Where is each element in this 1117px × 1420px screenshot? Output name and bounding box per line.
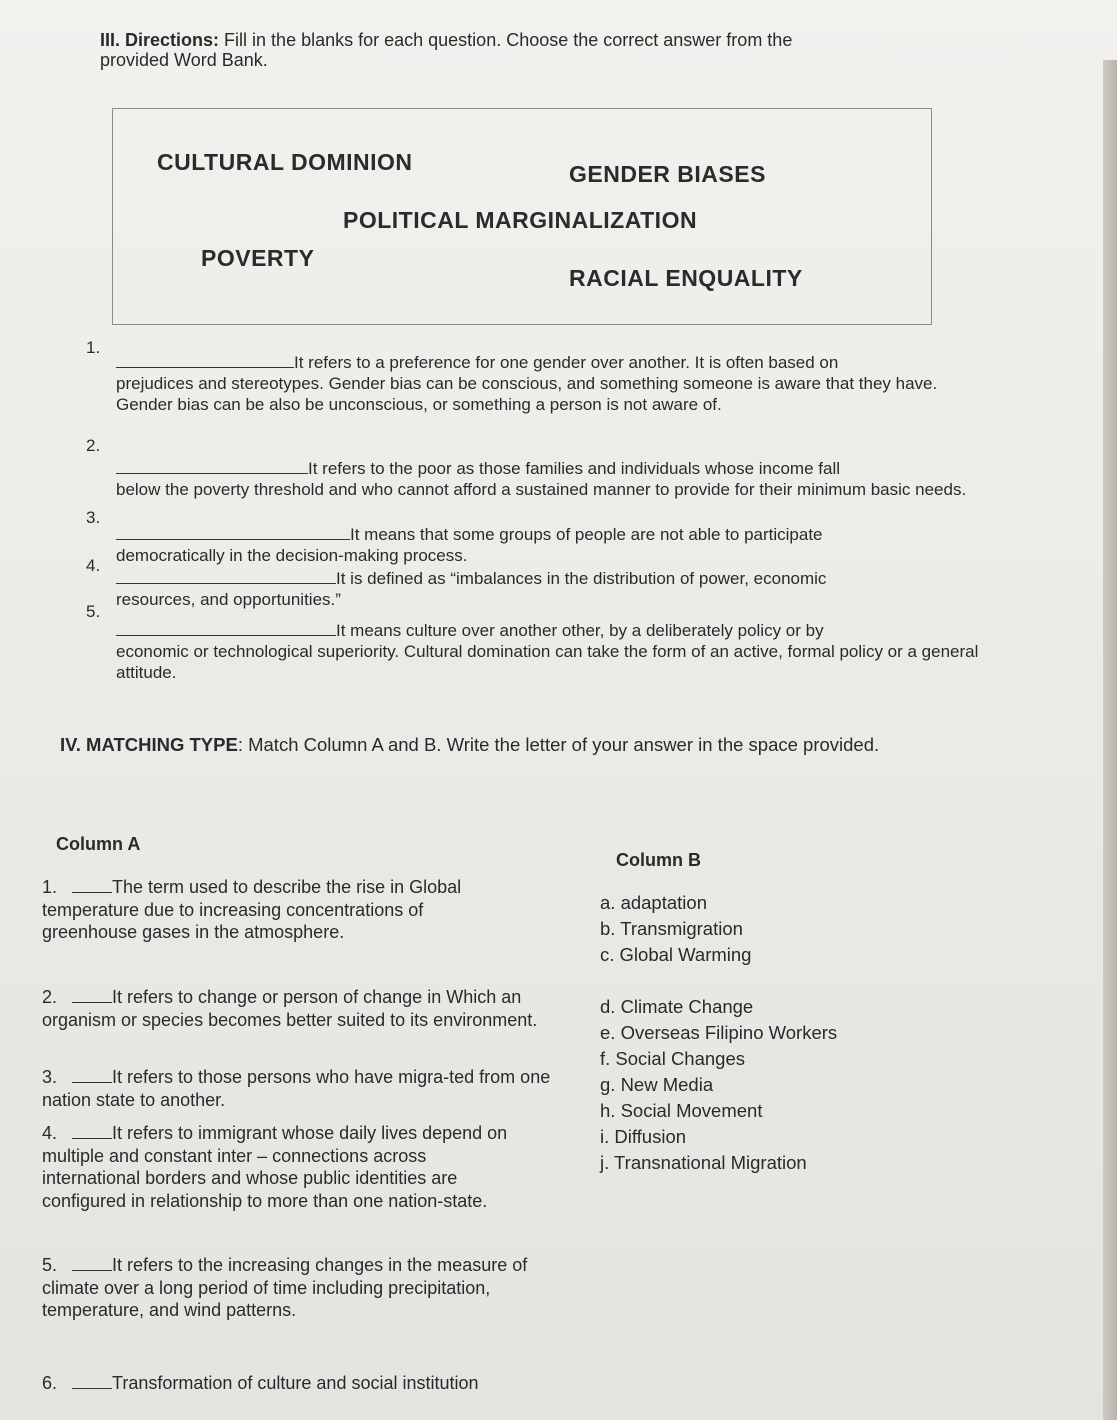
column-a-title: Column A bbox=[56, 834, 141, 854]
section4-instructions: : Match Column A and B. Write the letter of your answer in the space provided. bbox=[237, 734, 880, 755]
fill-item-number: 5. bbox=[86, 602, 101, 621]
column-a-item bbox=[42, 1122, 527, 1212]
column-a-item-number: 3. bbox=[42, 1067, 58, 1087]
column-a-item bbox=[42, 986, 552, 1031]
column-a-item-text: It refers to those persons who have migra-ted from one nation state to another. bbox=[42, 1067, 551, 1110]
column-b-item: d. Climate Change bbox=[600, 996, 754, 1017]
word-gender-biases: GENDER BIASES bbox=[569, 161, 766, 187]
word-political-marginalization: POLITICAL MARGINALIZATION bbox=[343, 207, 698, 233]
column-b-item: h. Social Movement bbox=[600, 1100, 763, 1121]
fill-item-text-continued: prejudices and stereotypes. Gender bias can be conscious, and something someone is aware that they have. Gender bias can be also be unconscious, or something a person is not aware of. bbox=[116, 374, 938, 414]
column-b-item: c. Global Warming bbox=[600, 944, 752, 965]
column-a-item-text: Transformation of culture and social institution bbox=[112, 1373, 479, 1393]
column-a-item-number: 2. bbox=[42, 987, 58, 1007]
fill-item-number: 3. bbox=[86, 508, 101, 527]
column-a-item bbox=[42, 1254, 532, 1322]
fill-item-text: It refers to a preference for one gender over another. It is often based on bbox=[294, 353, 839, 372]
column-b-title: Column B bbox=[616, 850, 701, 870]
column-a-item-number: 6. bbox=[42, 1373, 58, 1393]
fill-item-number: 4. bbox=[86, 556, 101, 575]
word-racial-enquality: RACIAL ENQUALITY bbox=[569, 265, 803, 291]
column-a-item-text: It refers to immigrant whose daily lives depend on multiple and constant inter – connections across international borders and whose public identities are configured in relationship to more than one nation-state. bbox=[42, 1123, 508, 1211]
column-b-item: e. Overseas Filipino Workers bbox=[600, 1022, 838, 1043]
column-a-item-text: It refers to the increasing changes in the measure of climate over a long period of time including precipitation, temperature, and wind patterns. bbox=[42, 1255, 528, 1320]
column-b-item: i. Diffusion bbox=[600, 1126, 687, 1147]
column-a-item bbox=[42, 1066, 552, 1111]
column-a-item-text: The term used to describe the rise in Global temperature due to increasing concentrations of greenhouse gases in the atmosphere. bbox=[42, 877, 462, 942]
fill-item-text: It means that some groups of people are not able to participate bbox=[350, 525, 823, 544]
column-b-list bbox=[600, 890, 837, 1176]
fill-item-text: It refers to the poor as those families and individuals whose income fall bbox=[308, 459, 840, 478]
answer-blank[interactable] bbox=[72, 1082, 112, 1083]
column-a-item-number: 5. bbox=[42, 1255, 58, 1275]
fill-item-text: It means culture over another other, by a deliberately policy or by bbox=[336, 621, 824, 640]
column-a-item-number: 4. bbox=[42, 1123, 58, 1143]
column-a-item-text: It refers to change or person of change in Which an organism or species becomes better suited to its environment. bbox=[42, 987, 538, 1030]
section3-text-line1: Fill in the blanks for each question. Choose the correct answer from the bbox=[224, 30, 793, 50]
answer-blank[interactable] bbox=[116, 473, 308, 474]
answer-blank[interactable] bbox=[72, 1002, 112, 1003]
answer-blank[interactable] bbox=[116, 367, 294, 368]
column-a-item bbox=[42, 1372, 602, 1395]
fill-item-text-continued: resources, and opportunities.” bbox=[116, 590, 341, 609]
fill-item-text-continued: democratically in the decision-making process. bbox=[116, 546, 468, 565]
section4-directions bbox=[60, 734, 1000, 756]
answer-blank[interactable] bbox=[116, 583, 336, 584]
fill-item-text-continued: economic or technological superiority. Cultural domination can take the form of an active, formal policy or a general attitude. bbox=[116, 642, 979, 682]
answer-blank[interactable] bbox=[72, 1388, 112, 1389]
word-bank bbox=[112, 108, 932, 325]
answer-blank[interactable] bbox=[72, 1270, 112, 1271]
fill-item-number: 2. bbox=[86, 436, 101, 455]
column-a-item-number: 1. bbox=[42, 877, 58, 897]
fill-item-number: 1. bbox=[86, 338, 101, 357]
column-b-item: b. Transmigration bbox=[600, 918, 743, 939]
section4-heading: IV. MATCHING TYPE bbox=[60, 734, 238, 755]
page-edge-shadow bbox=[1103, 60, 1117, 1420]
section3-heading: III. Directions: bbox=[100, 30, 220, 50]
answer-blank[interactable] bbox=[72, 1138, 112, 1139]
fill-item-text: It is defined as “imbalances in the distribution of power, economic bbox=[336, 569, 827, 588]
column-b-item: j. Transnational Migration bbox=[600, 1152, 807, 1173]
column-b-item: g. New Media bbox=[600, 1074, 714, 1095]
fill-item-text-continued: below the poverty threshold and who cannot afford a sustained manner to provide for their minimum basic needs. bbox=[116, 480, 967, 499]
word-poverty: POVERTY bbox=[201, 245, 315, 271]
section3-text-line2: provided Word Bank. bbox=[100, 50, 268, 70]
answer-blank[interactable] bbox=[116, 539, 350, 540]
column-b-item: a. adaptation bbox=[600, 892, 707, 913]
section3-directions bbox=[100, 30, 980, 70]
column-b-item: f. Social Changes bbox=[600, 1048, 746, 1069]
word-cultural-dominion: CULTURAL DOMINION bbox=[157, 149, 413, 175]
column-a-item bbox=[42, 876, 522, 944]
answer-blank[interactable] bbox=[72, 892, 112, 893]
answer-blank[interactable] bbox=[116, 635, 336, 636]
